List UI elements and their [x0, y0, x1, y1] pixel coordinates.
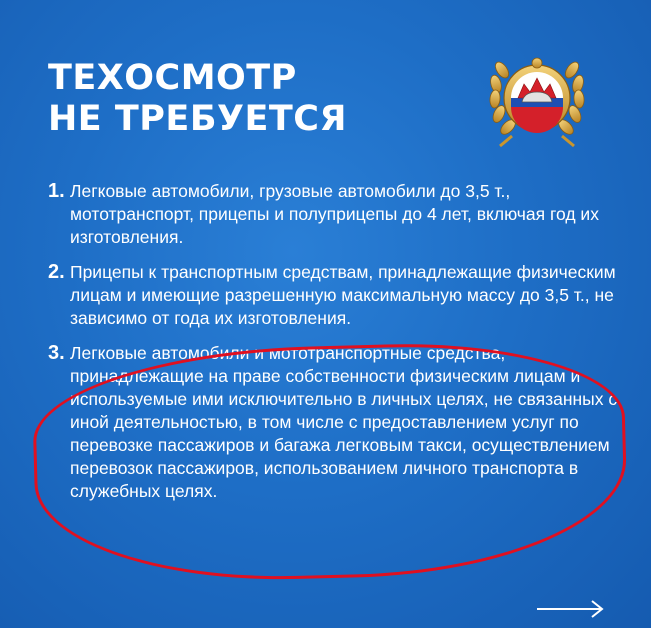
arrow-right-icon[interactable]: [536, 600, 604, 618]
page-title: [48, 58, 347, 140]
title-line-1: ТЕХОСМОТР: [48, 58, 297, 98]
traffic-police-emblem-icon: [482, 40, 592, 150]
title-line-2: НЕ ТРЕБУЕТСЯ: [48, 99, 347, 139]
item-number: 2.: [48, 261, 65, 283]
list-item: [48, 342, 623, 503]
item-number: 1.: [48, 180, 65, 202]
list-item: [48, 261, 623, 330]
item-text: Легковые автомобили и мототранспортные средства, принадлежащие на праве собственности физическим лицам и используемые ими исключительно в личных целях, не связанных с иной деятельностью, в том числе с предоставлением услуг по перевозке пассажиров и багажа легковым такси, осуществлением перевозок пассажиров, использованием личного транспорта в служебных целях.: [70, 343, 618, 501]
item-text: Прицепы к транспортным средствам, принадлежащие физическим лицам и имеющие разрешенную максимальную массу до 3,5 т., не зависимо от года их изготовления.: [70, 262, 616, 328]
item-number: 3.: [48, 342, 65, 364]
item-text: Легковые автомобили, грузовые автомобили до 3,5 т., мототранспорт, прицепы и полуприцепы до 4 лет, включая год их изготовления.: [70, 181, 599, 247]
list-item: [48, 180, 623, 249]
exemption-list: [48, 180, 623, 515]
